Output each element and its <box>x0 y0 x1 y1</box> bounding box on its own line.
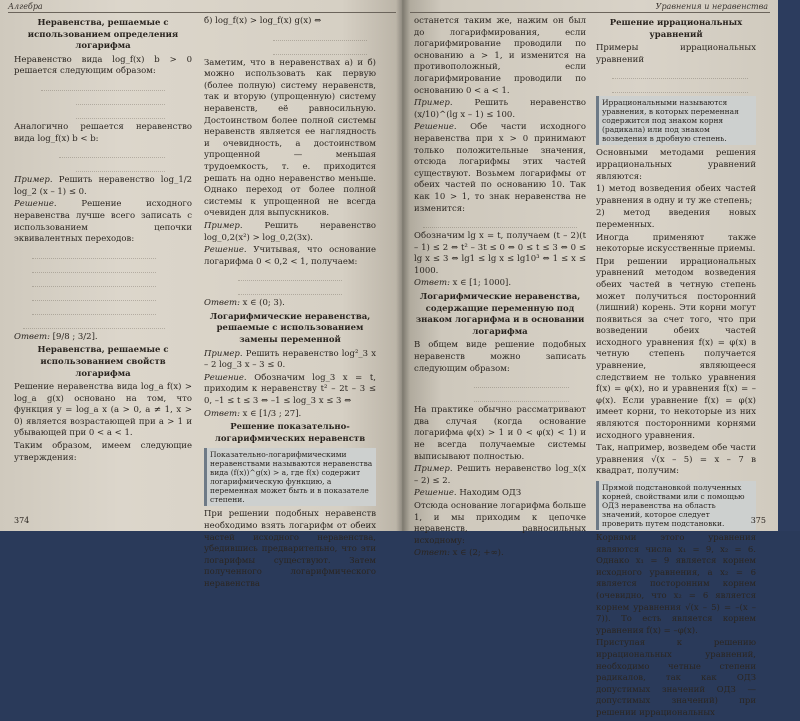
formula-chain <box>32 262 157 273</box>
answer-value: [9/8 ; 3/2]. <box>52 331 98 342</box>
formula-system <box>76 108 165 119</box>
paragraph: Таким образом, имеем следующие утверждения: <box>14 441 192 463</box>
solution-text: Находим ОДЗ <box>459 488 522 499</box>
paragraph: Корнями этого уравнения являются числа x₁ = 9, x₂ = 6. Однако x₁ = 9 является корнем исходного уравнения, а x₂ = 6 является посторонним корнем (очевидно, что x₂ = 6 является корнем уравнения √(x – 5) = –(x – 7)). То есть является корнем уравнения f(x) = –φ(x). <box>596 533 756 636</box>
formula-chain <box>423 217 578 228</box>
header-rule <box>410 12 770 13</box>
paragraph: Так, например, возведем обе части уравнения √(x – 5) = x – 7 в квадрат, получим: <box>596 443 756 477</box>
formula-system <box>59 147 166 158</box>
example-label: Пример. <box>414 464 453 475</box>
solution-label: Решение. <box>414 488 457 499</box>
page-number: 375 <box>750 516 766 525</box>
paragraph: При решении подобных неравенств необходимо взять логарифм от обеих частей исходного неравенства, убедившись предварительно, что эти логарифмы существуют. Затем полученного логарифмического неравенства <box>204 509 376 589</box>
formula-system <box>76 161 165 172</box>
right-column-2 <box>596 16 756 721</box>
example-label: Пример. <box>204 220 243 231</box>
right-column-1 <box>414 16 586 561</box>
header-rule <box>8 12 396 13</box>
example-text: Решить неравенство log²_3 x – 2 log_3 x – 3 ≤ 0. <box>204 348 376 371</box>
paragraph: Приступая к решению иррациональных уравнений, необходимо четные степени радикалов, так как ОДЗ допустимых значений ОДЗ — допустимых значений) при решении иррациональных <box>596 638 756 718</box>
formula-chain <box>32 248 157 259</box>
answer-label: Ответ: <box>14 331 50 342</box>
page-number: 374 <box>14 516 30 525</box>
example-label: Пример. <box>204 348 243 359</box>
answer-value: x ∈ [1; 1000]. <box>452 278 512 289</box>
answer-label: Ответ: <box>204 408 240 419</box>
answer-label: Ответ: <box>414 548 450 559</box>
right-page <box>402 0 800 718</box>
formula-chain <box>32 290 157 301</box>
solution-text: Обе части исходного неравенства при x > 0 принимают только положительные значения, отсюда логарифмы этих частей существуют. Возьмем логарифмы от обеих частей по основанию 10. Так как 10 > 1, то знак неравенства не изменится: <box>414 122 586 214</box>
method-item: 2) метод введения новых переменных. <box>596 208 756 230</box>
paragraph: Решение неравенства вида log_a f(x) > log_a g(x) основано на том, что функция y = log_a x (a > 0, a ≠ 1, x > 0) является возрастающей при a > 1 и убывающей при 0 < a < 1. <box>14 382 192 439</box>
formula-chain <box>23 318 165 329</box>
paragraph: Обозначим lg x = t, получаем (t – 2)(t – 1) ≤ 2 ⇔ t² – 3t ≤ 0 ⇔ 0 ≤ t ≤ 3 ⇔ 0 ≤ lg x ≤ 3 ⇔ lg1 ≤ lg x ≤ lg10³ ⇔ 1 ≤ x ≤ 1000. <box>414 231 586 276</box>
solution-text: Решение исходного неравенства лучше всего записать с использованием цепочки эквивалентных переходов: <box>14 199 193 245</box>
right-page-header: Уравнения и неравенства <box>655 2 768 11</box>
paragraph: В общем виде решение подобных неравенств можно записать следующим образом: <box>414 340 586 374</box>
paragraph: На практике обычно рассматривают два случая (когда основание логарифма φ(x) > 1 и 0 < φ(x) < 1) и не всегда получаемые системы выписывают полностью. <box>414 405 586 462</box>
section-title: Логарифмические неравенства, содержащие переменную под знаком логарифма и в основании логарифма <box>415 292 585 337</box>
formula-system <box>238 270 341 281</box>
paragraph: Заметим, что в неравенствах а) и б) можно использовать как первую (более полную) систему неравенств, так и вторую (упрощенную) систему неравенств, её равносильную. Достоинством более полной системы неравенств является ее наглядность и очевидность, а достоинством упрощенной — меньшая трудоемкость, т. е. приходится решать на одно неравенство меньше. Однако переход от более полной системы к упрощенной не всегда очевиден для выпускников. <box>204 57 376 219</box>
paragraph: Неравенство вида log_f(x) b > 0 решается следующим образом: <box>14 54 192 77</box>
solution-text: Обозначим log_3 x = t, приходим к неравенству t² – 2t – 3 ≤ 0, –1 ≤ t ≤ 3 ⇔ –1 ≤ log_3 x ≤ 3 ⇔ <box>204 372 377 407</box>
section-title: Логарифмические неравенства, решаемые с использованием замены переменной <box>209 311 371 346</box>
solution-label: Решение. <box>414 122 457 133</box>
example-label: Пример. <box>14 175 53 186</box>
section-title: Неравенства, решаемые с использованием определения логарифма <box>27 18 179 52</box>
answer-value: x ∈ (0; 3). <box>242 298 285 309</box>
section-title: Неравенства, решаемые с использованием свойств логарифма <box>37 345 169 379</box>
solution-label: Решение. <box>14 199 57 210</box>
formula-system <box>41 80 166 91</box>
section-title: Решение показательно-логарифмических неравенств <box>214 422 366 444</box>
solution-label: Решение. <box>204 245 247 256</box>
left-column-1 <box>14 16 192 465</box>
paragraph: Примеры иррациональных уравнений <box>596 43 756 65</box>
formula-chain <box>32 304 157 315</box>
answer-value: x ∈ [1/3 ; 27]. <box>242 408 302 419</box>
solution-label: Решение. <box>204 372 247 383</box>
left-page <box>0 0 402 589</box>
solution-text: Учитывая, что основание логарифма 0 < 0,2 < 1, получаем: <box>204 245 377 267</box>
paragraph: Отсюда основание логарифма больше 1, и мы приходим к цепочке неравенств, равносильных исходному: <box>414 500 586 546</box>
definition-note: Показательно-логарифмическими неравенствами называются неравенства вида (f(x))^g(x) > a, где f(x) содержит логарифмическую функцию, а переменная может быть и в показателе степени. <box>204 448 376 506</box>
formula-system <box>273 44 368 55</box>
example-text: Решить неравенство log_1/2 log_2 (x – 1) ≤ 0. <box>14 175 193 197</box>
left-column-2 <box>204 16 376 592</box>
answer-label: Ответ: <box>414 278 450 289</box>
paragraph: Иногда применяют также некоторые искусственные приемы. <box>596 232 756 255</box>
formula-examples <box>612 82 748 93</box>
example-text: Решить неравенство log_0,2(x²) > log_0,2(3x). <box>204 220 377 243</box>
example-text: Решить неравенство (x/10)^(lg x – 1) ≤ 100. <box>414 98 587 120</box>
item-b: б) log_f(x) > log_f(x) g(x) ⇔ <box>204 16 322 26</box>
book-spine-shadow <box>396 0 410 531</box>
paragraph: Аналогично решается неравенство вида log_f(x) b < b: <box>14 121 192 144</box>
answer-label: Ответ: <box>204 298 240 309</box>
formula-system <box>76 94 165 105</box>
definition-note: Иррациональными называются уравнения, в которых переменная содержится под знаком корня (радикала) или под знаком возведения в дробную степень. <box>596 96 756 145</box>
paragraph: При решении иррациональных уравнений методом возведения обеих частей в четную степень может получиться посторонний (лишний) корень. Эти корни могут появиться за счет того, что при возведении обеих частей исходного уравнения f(x) = φ(x) в четную степень получается уравнение, являющееся следствием не только уравнения f(x) = φ(x), но и уравнения f(x) = –φ(x). Если уравнение f(x) = φ(x) имеет корни, то некоторые из них являются посторонними корнями исходного уравнения. <box>596 256 756 441</box>
example-text: Решить неравенство log_x(x – 2) ≤ 2. <box>414 464 586 486</box>
section-title: Решение иррациональных уравнений <box>609 18 743 40</box>
formula-system <box>474 391 569 402</box>
example-label: Пример. <box>414 98 453 109</box>
formula-examples <box>612 68 748 79</box>
formula-system <box>273 30 368 41</box>
left-page-header: Алгебра <box>8 2 43 11</box>
method-item: 1) метод возведения обеих частей уравнения в одну и ту же степень; <box>596 184 756 206</box>
answer-value: x ∈ (2; +∞). <box>452 548 504 559</box>
formula-system <box>238 284 341 295</box>
paragraph: Основными методами решения иррациональных уравнений являются: <box>596 148 756 182</box>
paragraph: останется таким же, нажим он был до логарифмирования, если логарифмирование проводили по основанию a > 1, и изменится на противоположный, если логарифмирование проводили по основанию 0 < a < 1. <box>414 16 586 96</box>
formula-system <box>474 377 569 388</box>
formula-chain <box>32 276 157 287</box>
remark-note: Прямой подстановкой полученных корней, свойствами или с помощью ОДЗ неравенства на область значений, которое следует проверить путем подстановки. <box>596 481 756 530</box>
book-cover-edge <box>778 0 800 531</box>
